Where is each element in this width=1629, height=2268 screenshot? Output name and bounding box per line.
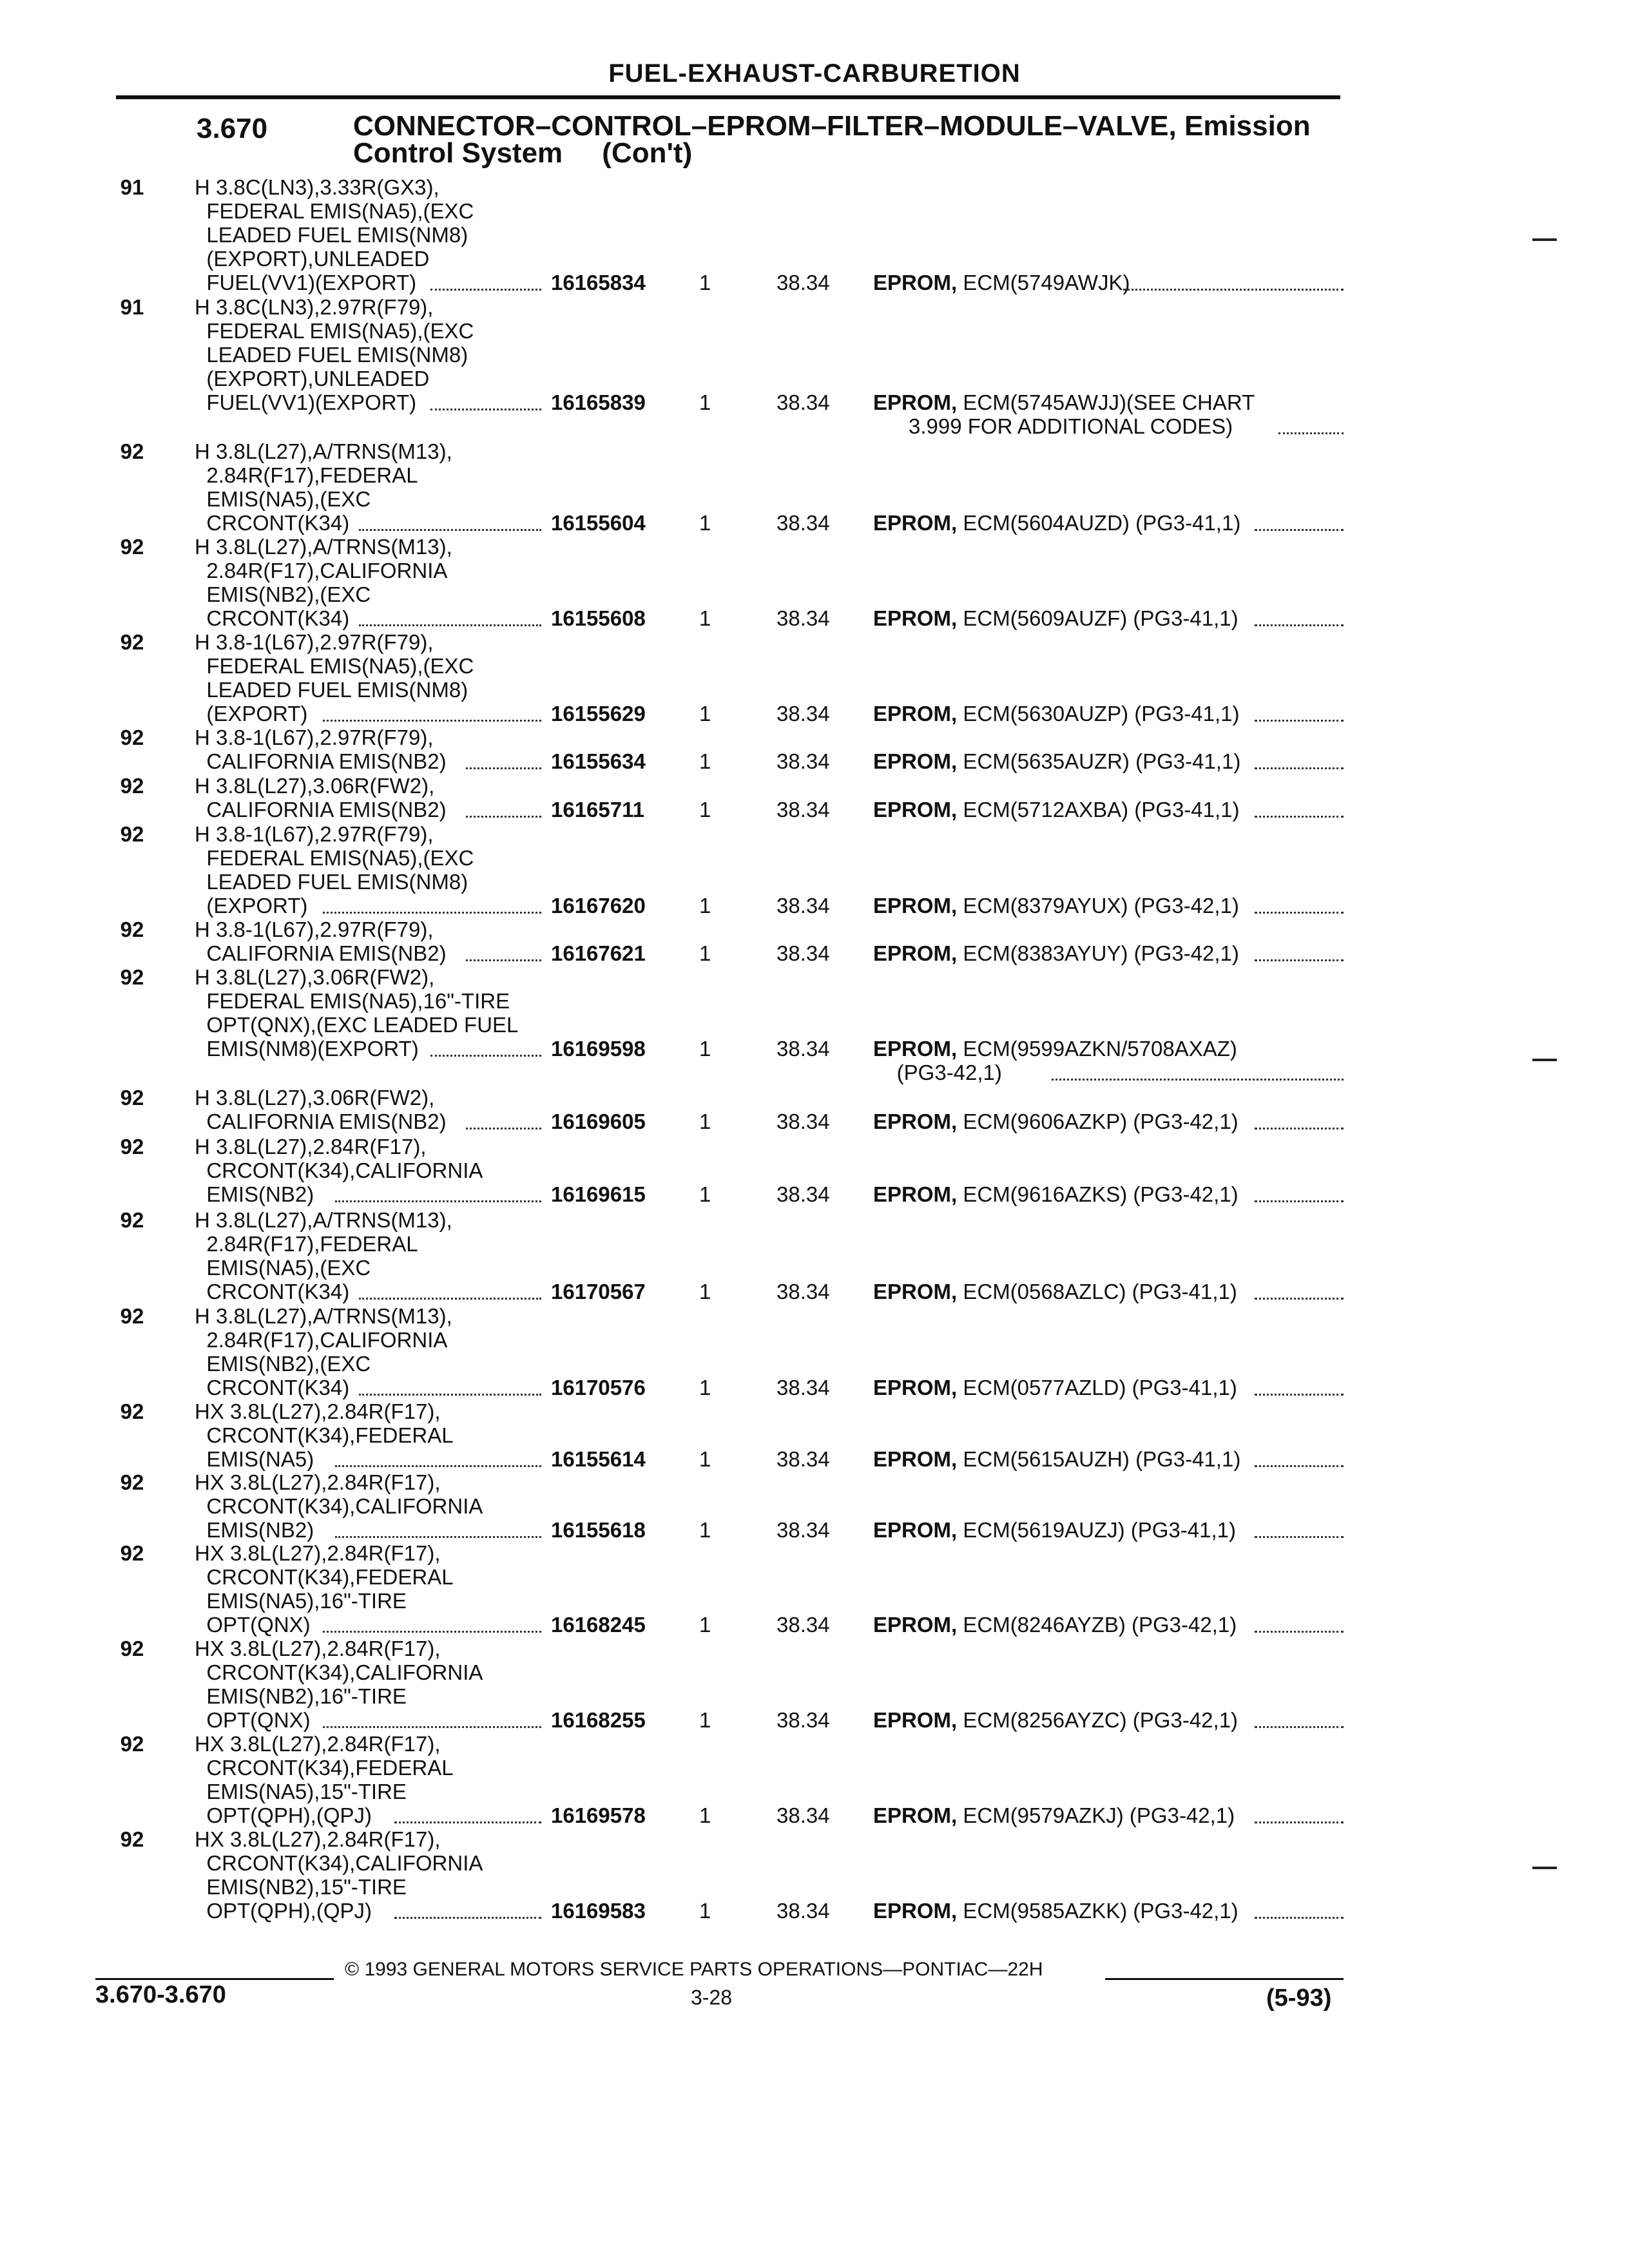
part-detail: ECM(8383AYUY) (PG3-42,1) <box>957 941 1239 965</box>
dot-leader <box>1255 1536 1344 1538</box>
dot-leader <box>1255 816 1344 818</box>
part-type: EPROM, <box>873 1182 958 1206</box>
part-type: EPROM, <box>873 798 958 822</box>
dot-leader <box>323 1631 541 1633</box>
price: 38.34 <box>776 702 830 726</box>
part-number: 16167621 <box>551 941 646 965</box>
dot-leader <box>430 289 542 291</box>
part-type: EPROM, <box>873 1708 958 1732</box>
application-description: H 3.8L(L27),3.06R(FW2), CALIFORNIA EMIS(NB2) <box>195 1086 447 1133</box>
part-name <box>873 1613 1344 1637</box>
application-description: H 3.8-1(L67),2.97R(F79), CALIFORNIA EMIS(NB2) <box>195 918 447 965</box>
part-type: EPROM, <box>873 941 958 965</box>
part-number: 16165834 <box>551 271 646 294</box>
application-description: H 3.8L(L27),2.84R(F17), CRCONT(K34),CALIFORNIA EMIS(NB2) <box>195 1135 483 1206</box>
dot-leader <box>430 1055 542 1057</box>
part-type: EPROM, <box>873 749 958 773</box>
dot-leader <box>335 1536 542 1538</box>
price: 38.34 <box>776 1613 830 1637</box>
price: 38.34 <box>776 606 830 630</box>
part-detail: ECM(9616AZKS) (PG3-42,1) <box>957 1182 1239 1206</box>
part-detail: ECM(5615AUZH) (PG3-41,1) <box>957 1447 1241 1471</box>
dot-leader <box>323 720 541 722</box>
price: 38.34 <box>776 894 830 918</box>
application-description: HX 3.8L(L27),2.84R(F17), CRCONT(K34),CALIFORNIA EMIS(NB2) <box>195 1470 483 1542</box>
application-description: H 3.8L(L27),A/TRNS(M13), 2.84R(F17),CALIFORNIA EMIS(NB2),(EXC CRCONT(K34) <box>195 535 452 630</box>
part-number: 16165839 <box>551 390 646 414</box>
part-detail: ECM(8246AYZB) (PG3-42,1) <box>957 1613 1237 1637</box>
part-detail: ECM(5609AUZF) (PG3-41,1) <box>957 606 1239 630</box>
part-type: EPROM, <box>873 606 958 630</box>
dot-leader <box>394 1821 541 1823</box>
quantity: 1 <box>699 390 711 414</box>
dot-leader <box>1255 1128 1344 1129</box>
part-number: 16169605 <box>551 1110 646 1133</box>
quantity: 1 <box>699 1899 711 1923</box>
margin-mark <box>1532 1059 1557 1061</box>
application-description: H 3.8-1(L67),2.97R(F79), FEDERAL EMIS(NA5),(EXC LEADED FUEL EMIS(NM8) (EXPORT) <box>195 822 474 918</box>
dot-leader <box>335 1200 542 1202</box>
ref-number: 92 <box>120 1208 144 1232</box>
ref-number: 92 <box>120 774 144 798</box>
dot-leader <box>466 959 541 961</box>
ref-number: 92 <box>120 1086 144 1110</box>
part-detail: ECM(9606AZKP) (PG3-42,1) <box>957 1110 1239 1133</box>
application-description: HX 3.8L(L27),2.84R(F17), CRCONT(K34),FEDERAL EMIS(NA5),15"-TIRE OPT(QPH),(QPJ) <box>195 1732 454 1827</box>
part-name <box>873 702 1344 726</box>
price: 38.34 <box>776 1280 830 1303</box>
price: 38.34 <box>776 1376 830 1399</box>
application-description: HX 3.8L(L27),2.84R(F17), CRCONT(K34),CALIFORNIA EMIS(NB2),15"-TIRE OPT(QPH),(QPJ) <box>195 1827 483 1923</box>
dot-leader <box>466 767 541 769</box>
price: 38.34 <box>776 1182 830 1206</box>
part-type: EPROM, <box>873 1037 958 1061</box>
part-name <box>873 511 1344 535</box>
part-detail: ECM(5604AUZD) (PG3-41,1) <box>957 511 1241 535</box>
application-description: HX 3.8L(L27),2.84R(F17), CRCONT(K34),CALIFORNIA EMIS(NB2),16"-TIRE OPT(QNX) <box>195 1637 483 1732</box>
footer-rule-right <box>1105 1978 1344 1980</box>
price: 38.34 <box>776 1447 830 1471</box>
application-description: H 3.8L(L27),3.06R(FW2), FEDERAL EMIS(NA5),16"-TIRE OPT(QNX),(EXC LEADED FUEL EMIS(NM8)(EXPORT) <box>195 965 519 1061</box>
part-type: EPROM, <box>873 390 958 414</box>
part-number: 16168245 <box>551 1613 646 1637</box>
part-detail: ECM(5619AUZJ) (PG3-41,1) <box>957 1518 1236 1542</box>
dot-leader <box>1278 432 1344 434</box>
dot-leader <box>466 816 541 818</box>
quantity: 1 <box>699 1613 711 1637</box>
part-number: 16155608 <box>551 606 646 630</box>
part-name <box>873 749 1344 773</box>
dot-leader <box>323 1726 541 1728</box>
price: 38.34 <box>776 1899 830 1923</box>
ref-number: 92 <box>120 1732 144 1756</box>
part-type: EPROM, <box>873 1899 958 1923</box>
part-type: EPROM, <box>873 702 958 726</box>
footer-section-range: 3.670-3.670 <box>95 1981 226 2008</box>
price: 38.34 <box>776 1708 830 1732</box>
part-detail: ECM(5749AWJK) <box>957 271 1130 294</box>
quantity: 1 <box>699 1447 711 1471</box>
application-description: H 3.8L(L27),A/TRNS(M13), 2.84R(F17),FEDERAL EMIS(NA5),(EXC CRCONT(K34) <box>195 439 452 535</box>
dot-leader <box>1255 624 1344 626</box>
part-type: EPROM, <box>873 511 958 535</box>
quantity: 1 <box>699 511 711 535</box>
margin-mark <box>1532 1867 1557 1869</box>
dot-leader <box>1255 1726 1344 1728</box>
application-description: H 3.8-1(L67),2.97R(F79), FEDERAL EMIS(NA5),(EXC LEADED FUEL EMIS(NM8) (EXPORT) <box>195 630 474 726</box>
ref-number: 92 <box>120 1304 144 1328</box>
dot-leader <box>1052 1079 1344 1081</box>
ref-number: 92 <box>120 1399 144 1423</box>
part-type: EPROM, <box>873 271 958 294</box>
price: 38.34 <box>776 511 830 535</box>
application-description: HX 3.8L(L27),2.84R(F17), CRCONT(K34),FEDERAL EMIS(NA5),16"-TIRE OPT(QNX) <box>195 1541 454 1637</box>
price: 38.34 <box>776 390 830 414</box>
part-name <box>873 1447 1344 1471</box>
section-title-line2: Control System (Con't) <box>353 137 693 169</box>
ref-number: 92 <box>120 918 144 941</box>
part-name <box>873 1708 1344 1732</box>
dot-leader <box>1255 1298 1344 1300</box>
price: 38.34 <box>776 941 830 965</box>
application-description: H 3.8L(L27),3.06R(FW2), CALIFORNIA EMIS(NB2) <box>195 774 447 822</box>
part-detail: ECM(5745AWJJ)(SEE CHART 3.999 FOR ADDITIONAL CODES) <box>909 390 1255 438</box>
dot-leader <box>323 912 541 914</box>
part-type: EPROM, <box>873 1376 958 1399</box>
part-name <box>873 1376 1344 1399</box>
dot-leader <box>1255 1465 1344 1467</box>
part-type: EPROM, <box>873 1447 958 1471</box>
quantity: 1 <box>699 702 711 726</box>
dot-leader <box>1255 1394 1344 1396</box>
part-number: 16170576 <box>551 1376 646 1399</box>
part-name <box>873 1182 1344 1206</box>
footer-page-number: 3-28 <box>691 1986 733 2009</box>
part-type: EPROM, <box>873 1518 958 1542</box>
part-number: 16170567 <box>551 1280 646 1303</box>
part-detail: ECM(9585AZKK) (PG3-42,1) <box>957 1899 1239 1923</box>
ref-number: 92 <box>120 1541 144 1565</box>
part-detail: ECM(0568AZLC) (PG3-41,1) <box>957 1280 1237 1303</box>
part-number: 16168255 <box>551 1708 646 1732</box>
part-number: 16155634 <box>551 749 646 773</box>
part-detail: ECM(9599AZKN/5708AXAZ) (PG3-42,1) <box>896 1037 1237 1084</box>
price: 38.34 <box>776 749 830 773</box>
price: 38.34 <box>776 798 830 822</box>
ref-number: 92 <box>120 1827 144 1851</box>
part-number: 16169583 <box>551 1899 646 1923</box>
part-number: 16169615 <box>551 1182 646 1206</box>
price: 38.34 <box>776 1037 830 1061</box>
dot-leader <box>359 529 542 531</box>
header-rule <box>116 95 1340 99</box>
ref-number: 91 <box>120 175 144 199</box>
part-name <box>873 894 1344 918</box>
price: 38.34 <box>776 1110 830 1133</box>
ref-number: 92 <box>120 965 144 989</box>
ref-number: 92 <box>120 726 144 749</box>
margin-mark <box>1532 238 1557 241</box>
part-number: 16155614 <box>551 1447 646 1471</box>
footer-date: (5-93) <box>1266 1984 1332 2012</box>
part-name <box>873 941 1344 965</box>
application-description: H 3.8-1(L67),2.97R(F79), CALIFORNIA EMIS(NB2) <box>195 726 447 773</box>
footer-rule-left <box>95 1978 334 1980</box>
ref-number: 92 <box>120 630 144 654</box>
section-title-line1: CONNECTOR–CONTROL–EPROM–FILTER–MODULE–VALVE, Emission <box>353 110 1311 142</box>
quantity: 1 <box>699 1280 711 1303</box>
quantity: 1 <box>699 1110 711 1133</box>
part-type: EPROM, <box>873 1110 958 1133</box>
dot-leader <box>1255 720 1344 722</box>
application-description: H 3.8L(L27),A/TRNS(M13), 2.84R(F17),CALIFORNIA EMIS(NB2),(EXC CRCONT(K34) <box>195 1304 452 1399</box>
quantity: 1 <box>699 1518 711 1542</box>
part-detail: ECM(8256AYZC) (PG3-42,1) <box>957 1708 1239 1732</box>
part-detail: ECM(0577AZLD) (PG3-41,1) <box>957 1376 1237 1399</box>
part-number: 16155604 <box>551 511 646 535</box>
dot-leader <box>1255 1917 1344 1919</box>
dot-leader <box>1255 767 1344 769</box>
dot-leader <box>1255 1200 1344 1202</box>
part-type: EPROM, <box>873 894 958 918</box>
quantity: 1 <box>699 606 711 630</box>
part-number: 16167620 <box>551 894 646 918</box>
part-detail: ECM(5712AXBA) (PG3-41,1) <box>957 798 1240 822</box>
page-header-title: FUEL-EXHAUST-CARBURETION <box>608 59 1021 88</box>
section-number: 3.670 <box>197 113 268 144</box>
quantity: 1 <box>699 941 711 965</box>
part-type: EPROM, <box>873 1803 958 1827</box>
dot-leader <box>1123 289 1344 291</box>
price: 38.34 <box>776 1518 830 1542</box>
part-detail: ECM(9579AZKJ) (PG3-42,1) <box>957 1803 1235 1827</box>
part-number: 16169578 <box>551 1803 646 1827</box>
dot-leader <box>359 624 542 626</box>
quantity: 1 <box>699 1803 711 1827</box>
dot-leader <box>1255 1631 1344 1633</box>
section-title <box>353 110 1311 169</box>
application-description: HX 3.8L(L27),2.84R(F17), CRCONT(K34),FEDERAL EMIS(NA5) <box>195 1399 454 1471</box>
part-name <box>873 390 1344 438</box>
part-type: EPROM, <box>873 1280 958 1303</box>
price: 38.34 <box>776 271 830 294</box>
dot-leader <box>394 1917 541 1919</box>
part-name <box>873 1803 1344 1827</box>
ref-number: 92 <box>120 439 144 463</box>
dot-leader <box>1255 959 1344 961</box>
ref-number: 92 <box>120 535 144 559</box>
part-number: 16165711 <box>551 798 645 822</box>
quantity: 1 <box>699 1376 711 1399</box>
part-number: 16169598 <box>551 1037 646 1061</box>
part-detail: ECM(5630AUZP) (PG3-41,1) <box>957 702 1240 726</box>
dot-leader <box>1255 912 1344 914</box>
quantity: 1 <box>699 1037 711 1061</box>
price: 38.34 <box>776 1803 830 1827</box>
part-number: 16155618 <box>551 1518 646 1542</box>
dot-leader <box>466 1128 541 1129</box>
quantity: 1 <box>699 894 711 918</box>
part-type: EPROM, <box>873 1613 958 1637</box>
footer-copyright: © 1993 GENERAL MOTORS SERVICE PARTS OPERATIONS—PONTIAC—22H <box>345 1959 1043 1980</box>
ref-number: 92 <box>120 1135 144 1158</box>
part-name <box>873 1518 1344 1542</box>
dot-leader <box>1255 529 1344 531</box>
application-description: H 3.8C(LN3),2.97R(F79), FEDERAL EMIS(NA5),(EXC LEADED FUEL EMIS(NM8) (EXPORT),UNLEADED FUEL(VV1)(EXPORT) <box>195 295 474 414</box>
part-name <box>873 1280 1344 1303</box>
quantity: 1 <box>699 1708 711 1732</box>
part-name <box>873 606 1344 630</box>
dot-leader <box>430 408 542 410</box>
part-number: 16155629 <box>551 702 646 726</box>
part-name <box>873 798 1344 822</box>
quantity: 1 <box>699 271 711 294</box>
part-name <box>873 1037 1344 1084</box>
dot-leader <box>359 1394 542 1396</box>
dot-leader <box>335 1465 542 1467</box>
dot-leader <box>1255 1821 1344 1823</box>
ref-number: 91 <box>120 295 144 319</box>
quantity: 1 <box>699 1182 711 1206</box>
ref-number: 92 <box>120 1470 144 1494</box>
application-description: H 3.8L(L27),A/TRNS(M13), 2.84R(F17),FEDERAL EMIS(NA5),(EXC CRCONT(K34) <box>195 1208 452 1303</box>
part-name <box>873 1899 1344 1923</box>
ref-number: 92 <box>120 1637 144 1660</box>
part-detail: ECM(5635AUZR) (PG3-41,1) <box>957 749 1241 773</box>
dot-leader <box>359 1298 542 1300</box>
part-name <box>873 1110 1344 1133</box>
ref-number: 92 <box>120 822 144 846</box>
quantity: 1 <box>699 749 711 773</box>
part-name <box>873 271 1344 294</box>
part-detail: ECM(8379AYUX) (PG3-42,1) <box>957 894 1239 918</box>
application-description: H 3.8C(LN3),3.33R(GX3), FEDERAL EMIS(NA5),(EXC LEADED FUEL EMIS(NM8) (EXPORT),UNLEADED FUEL(VV1)(EXPORT) <box>195 175 474 294</box>
quantity: 1 <box>699 798 711 822</box>
